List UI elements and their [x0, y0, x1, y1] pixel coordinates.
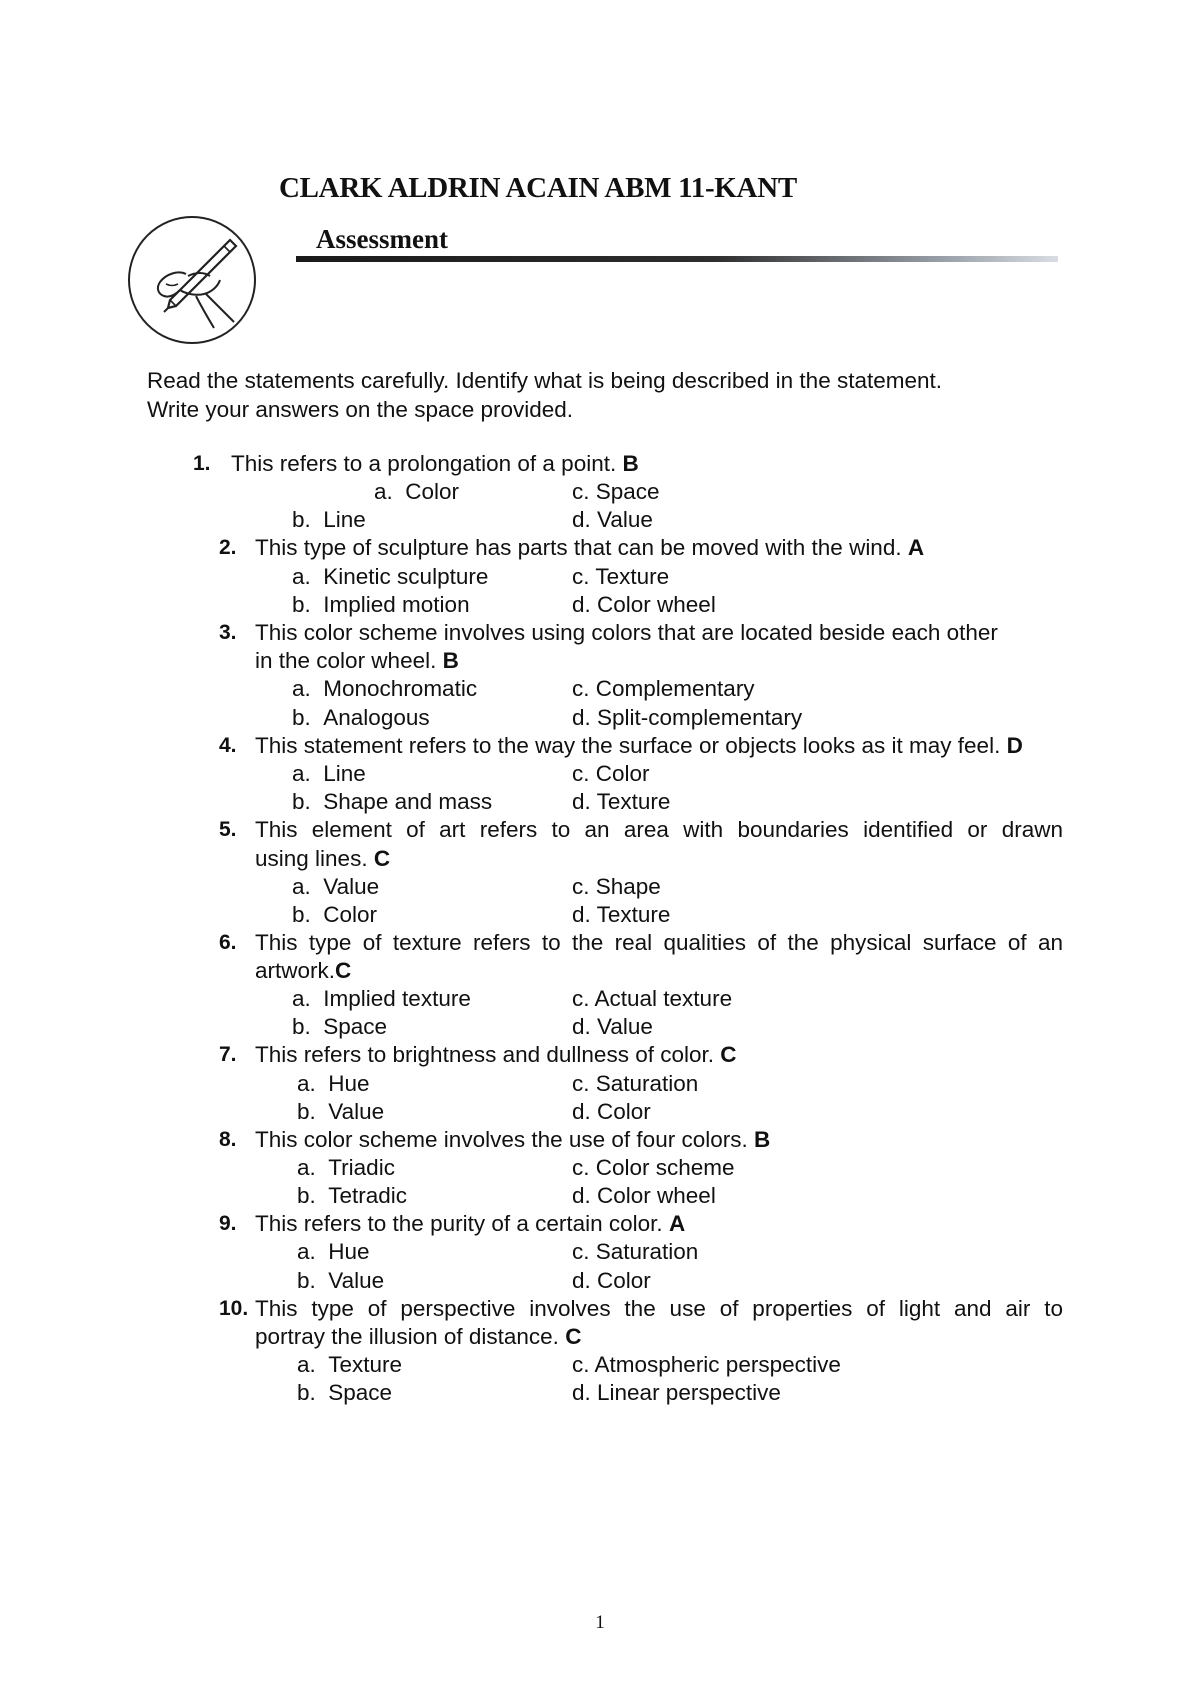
option-c: c. Color scheme [572, 1155, 735, 1180]
option-d: d. Value [572, 507, 653, 532]
question-statement: This color scheme involves the use of four colors. [255, 1127, 748, 1152]
question-text [231, 450, 639, 478]
option-b: b. Tetradic [297, 1183, 408, 1208]
question-statement: This refers to a prolongation of a point. [231, 451, 617, 476]
option-c: c. Shape [572, 874, 661, 899]
option-b: b. Analogous [292, 705, 430, 730]
question-text-continued [255, 845, 390, 873]
question-number: 5. [219, 818, 237, 841]
title-underline-rule [296, 256, 1058, 262]
answer-letter: A [668, 1211, 686, 1236]
option-a: a. Hue [297, 1071, 370, 1096]
question-number: 3. [219, 621, 237, 644]
question-number: 2. [219, 536, 237, 559]
question-statement: This type of sculpture has parts that can be moved with the wind. [255, 535, 902, 560]
question-text [255, 534, 924, 562]
instructions-line-2: Write your answers on the space provided. [147, 397, 574, 422]
question-number: 10. [219, 1297, 249, 1320]
question-statement: artwork. [255, 958, 336, 983]
question-statement: This refers to the purity of a certain color. [255, 1211, 663, 1236]
option-b: b. Value [297, 1099, 385, 1124]
answer-letter: B [622, 451, 639, 476]
question-text [255, 1041, 737, 1069]
option-a: a. Color [374, 479, 460, 504]
question-text-continued [255, 647, 459, 675]
option-d: d. Value [572, 1014, 653, 1039]
option-c: c. Space [572, 479, 660, 504]
question-text [255, 732, 1023, 760]
option-c: c. Texture [572, 564, 670, 589]
option-a: a. Implied texture [292, 986, 471, 1011]
option-d: d. Color [572, 1099, 651, 1124]
instructions-line-1: Read the statements carefully. Identify what is being described in the statement. [147, 368, 943, 393]
question-number: 7. [219, 1043, 237, 1066]
option-d: d. Texture [572, 789, 671, 814]
question-statement: using lines. [255, 846, 368, 871]
option-a: a. Line [292, 761, 366, 786]
question-text: This element of art refers to an area with boundaries identified or drawn [255, 817, 1063, 842]
answer-letter: C [720, 1042, 737, 1067]
hand-writing-pencil-icon [126, 214, 258, 346]
option-b: b. Space [297, 1380, 393, 1405]
answer-letter: B [442, 648, 459, 673]
student-name-heading: CLARK ALDRIN ACAIN ABM 11-KANT [279, 172, 797, 204]
option-b: b. Shape and mass [292, 789, 493, 814]
question-number: 6. [219, 931, 237, 954]
option-a: a. Monochromatic [292, 676, 478, 701]
option-a: a. Triadic [297, 1155, 395, 1180]
question-number: 8. [219, 1128, 237, 1151]
question-statement: in the color wheel. [255, 648, 437, 673]
question-text: This type of perspective involves the use of properties of light and air to [255, 1296, 1063, 1321]
option-c: c. Actual texture [572, 986, 733, 1011]
answer-letter: C [335, 958, 352, 983]
option-d: d. Color wheel [572, 1183, 716, 1208]
option-d: d. Color wheel [572, 592, 716, 617]
question-text [255, 1126, 770, 1154]
option-a: a. Kinetic sculpture [292, 564, 489, 589]
question-number: 1. [193, 452, 211, 475]
answer-letter: B [753, 1127, 771, 1152]
question-text [255, 1210, 685, 1238]
option-c: c. Atmospheric perspective [572, 1352, 841, 1377]
option-d: d. Split-complementary [572, 705, 803, 730]
question-text: This color scheme involves using colors that are located beside each other [255, 620, 998, 645]
option-c: c. Saturation [572, 1239, 699, 1264]
option-a: a. Value [292, 874, 380, 899]
page-number: 1 [595, 1612, 605, 1633]
option-d: d. Color [572, 1268, 651, 1293]
option-b: b. Value [297, 1268, 385, 1293]
question-number: 4. [219, 734, 237, 757]
option-a: a. Texture [297, 1352, 403, 1377]
option-a: a. Hue [297, 1239, 370, 1264]
question-statement: portray the illusion of distance. [255, 1324, 559, 1349]
answer-letter: D [1006, 733, 1023, 758]
option-d: d. Linear perspective [572, 1380, 781, 1405]
option-b: b. Implied motion [292, 592, 470, 617]
option-b: b. Color [292, 902, 378, 927]
option-c: c. Complementary [572, 676, 755, 701]
option-d: d. Texture [572, 902, 671, 927]
question-text-continued [255, 1323, 581, 1351]
answer-letter: C [373, 846, 391, 871]
option-c: c. Color [572, 761, 650, 786]
option-b: b. Space [292, 1014, 388, 1039]
option-c: c. Saturation [572, 1071, 699, 1096]
question-statement: This refers to brightness and dullness of color. [255, 1042, 714, 1067]
section-title: Assessment [316, 224, 448, 254]
answer-letter: C [565, 1324, 582, 1349]
question-number: 9. [219, 1212, 237, 1235]
question-text-continued [255, 957, 351, 985]
question-text: This type of texture refers to the real qualities of the physical surface of an [255, 930, 1063, 955]
answer-letter: A [907, 535, 925, 560]
option-b: b. Line [292, 507, 366, 532]
question-statement: This statement refers to the way the surface or objects looks as it may feel. [255, 733, 1001, 758]
